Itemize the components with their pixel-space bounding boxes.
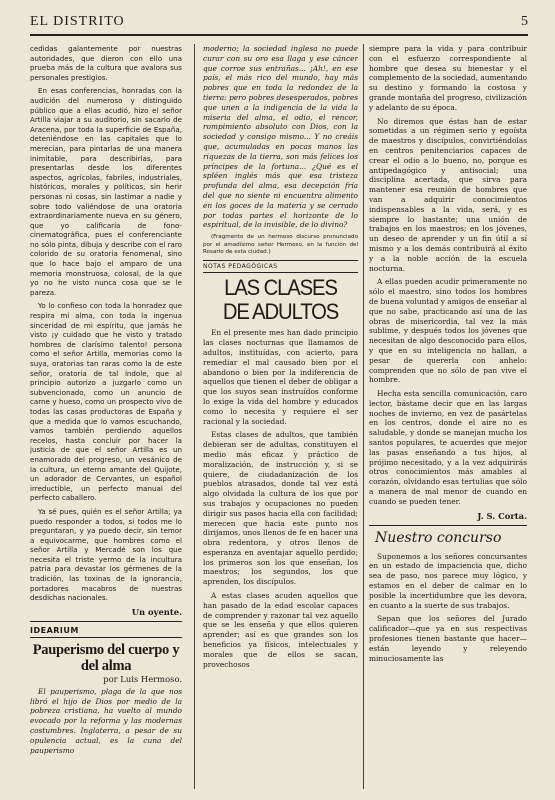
article-paragraph: Ya sé pues, quién es el señor Artilla; ya puedo responder a todos, si todos me lo preguntaran, y ya puedo decir, sin temor a equivocarme, que hombres como el señor Artilla y Mercadé son los que necesita el triste yermo de la incultura patria para devastar los gérmenes de la tradición, las toxinas de la ignorancia, portadores macabros de nuestras desdichas nacionales. bbox=[30, 506, 182, 603]
article-signature: J. S. Corta. bbox=[477, 510, 527, 521]
column-divider-2 bbox=[363, 44, 364, 789]
article-paragraph: No diremos que éstas han de estar sometidas a un régimen serio y egoísta de maestros y discípulos, convirtiéndolas en centros penitenciarios capaces de crear el odio a lo bueno, no, porque es antipedagógico y antisocial; una disciplina acertada, que sirva para mantener esa reunión de hombres que van a adquirir conocimientos indispensables a la vida, será, y es siempre lo bastante; una unión de trabajos en los maestros; en los jóvenes, un deseo de aprender y un fin útil a sí mismo y a los demás contribuirá al éxito y a la noble acción de la escuela nocturna. bbox=[369, 116, 527, 273]
article-headline: Nuestro concurso bbox=[375, 529, 502, 546]
article-paragraph: Sepan que los señores del Jurado calificador—que ya en sus respectivas profesiones tienen bastante que hacer—están leyendo y releyendo minuciosamente las bbox=[369, 614, 527, 663]
article-signature: Un oyente. bbox=[131, 606, 182, 617]
article-paragraph: A ellas pueden acudir primeramente no sólo el maestro, sino todos los hombres de buena voluntad y amigos de enseñar al que no sabe, practicando así una de las obras de misericordia, tal vez la más sublime, y después todos los jóvenes que necesitan de algo desconocido para ellos, y que en su inteligencia no hallan, a pesar de quererla con anhelo: comprenden que no sólo de pan vive el hombre. bbox=[369, 277, 527, 385]
article-footnote: (Fragmento de un hermoso discurso pronunciado por el amadísimo señor Hermoso, en la función del Rosario de esta ciudad.) bbox=[203, 234, 358, 255]
article-paragraph: A estas clases acuden aquellos que han pasado de la edad escolar capaces de comprender y razonar tal vez aquello que se les enseña y que ellos quieren aprender; así es que grandes son los beneficios ya físicos, intelectuales y morales que de ellos se sacan, provechosos bbox=[203, 591, 358, 669]
article-byline: por Luis Hermoso. bbox=[103, 673, 182, 684]
section-label: IDEARIUM bbox=[30, 626, 182, 638]
article-paragraph: Estas clases de adultos, que también debieran ser de adultas, constituyen el medio más eficaz y práctico de moralización, de instrucción y, si se quiere, de ciudadanización de los pueblos atrasados, donde tal vez está algo olvidada la cultura de los que por sus trabajos y ocupaciones no pueden dirigir sus pasos hacia ella con facilidad; merecen que hacia este punto nos dirijamos, unos llenos de fe en hacer una obra redentora, y otros llenos de esperanza en aventajar aquello perdido; los primeros son los que enseñan, los maestros; los segundos, los que aprenden, los discípulos. bbox=[203, 430, 358, 587]
divider bbox=[30, 621, 182, 622]
article-paragraph: siempre para la vida y para contribuir con el esfuerzo correspondiente al hombre que desea su bienestar y el complemento de la sociedad, aumentando su destino y formando la costosa y grande montaña del progreso, civilización y adelanto de su época. bbox=[369, 44, 527, 112]
column-divider-1 bbox=[194, 44, 195, 789]
article-paragraph: cedidas galantemente por nuestras autoridades, que dieron con ello una prueba más de la cultura que avalora sus personales prestigios. bbox=[30, 44, 182, 82]
article-headline: LAS CLASES DE ADULTOS bbox=[222, 275, 339, 325]
section-label: NOTAS PEDAGÓGICAS bbox=[203, 260, 358, 273]
column-2 bbox=[203, 44, 358, 789]
article-paragraph: Suponemos a los señores concursantes en un estado de impaciencia que, dicho sea de paso, nos parece muy lógico, y estamos en el deber de calmar en lo posible la incertidumbre que les devora, en cuanto a la suerte de sus trabajos. bbox=[369, 551, 527, 610]
column-3 bbox=[369, 44, 527, 789]
article-paragraph: El pauperismo, plaga de la que nos libró el hijo de Dios por medio de la pobreza cristiana, ha vuelto al mundo evocado por la reforma y las modernas costumbres. Inglaterra, a pesar de su opulencia actual, es la cuna del pauperismo bbox=[30, 686, 182, 755]
article-headline: Pauperismo del cuerpo y del alma bbox=[32, 641, 180, 674]
article-paragraph: En esas conferencias, honradas con la audición del numeroso y distinguido público que a ellas acudió, hizo el señor Artilla viajar a su auditorio, sin sacarlo de Aracena, por toda la superficie de España, deteniéndose en las capitales que lo merecían, para pintarlas de una manera inimitable, para describirlas, para presentarlas desde los diferentes aspectos, agrícolas, fabriles, industriales, históricos, morales y políticos, sin herir personas ni cosas, sin lastimar a nadie y sobre todo valiéndose de una oratoria extraordinariamente nueva en su género, que yo calificaría de fono-cinematográfica, pues el conferenciante no sólo pinta, dibuja y describe con el raro colorido de su oratoria fenomenal, sino que lo hace bajo el amparo de una memoria monstruosa, colosal, de la que yo no he visto nunca cosa que se le pareza. bbox=[30, 86, 182, 297]
divider bbox=[369, 525, 527, 526]
column-1 bbox=[30, 44, 182, 789]
page-number: 5 bbox=[521, 14, 528, 29]
article-paragraph: Hecha esta sencilla comunicación, caro lector, bástame decir que en las largas noches de invierno, en vez de pasártelas en los centros, donde el aire no es saludable, y donde se manejan mucho los santos populares, te acuerdes que mejor las pasas enseñando a tus hijos, al prójimo necesitado, y a la vez adquirirás otros conocimientos más amables al corazón, olvidando esas tertulias que sólo a manera de mal menor de cuando en cuando se pueden tener. bbox=[369, 389, 527, 506]
masthead-title: EL DISTRITO bbox=[30, 14, 125, 29]
article-paragraph: moderno; la sociedad inglesa no puede curar con su oro esa llaga y ese cáncer que corroe sus entrañas... ¡Ah!, en ese país, el más rico del mundo, hay más pobres que en toda la redondez de la tierra: pero pobres desesperados, pobres que unen a la indigencia de la vida la miseria del alma, el odio, el rencor, rompimiento absoluto con Dios, con la sociedad y consigo mismo... Y no creáis que, acumuladas en pocas manos las riquezas de la tierra, son más felices los príncipes de la fortuna... ¿Qué es el spléen inglés más que esa tristeza profunda del alma, esa decepción fría del que no siente ni encuentra alimento en los goces de la materia y se cerrado por todas partes el horizonte de lo espiritual, de lo invisible, de lo divino? bbox=[203, 44, 358, 230]
article-paragraph: En el presente mes han dado principio las clases nocturnas que llamamos de adultos, instituídas, con acierto, para remediar el mal causado bien por el abandono o bien por la indiferencia de aquellos que tienen el deber de obligar a que los suyos sean instruídos conforme lo exige la vida del hombre y educados como lo necesita y requiere el ser racional y la sociedad. bbox=[203, 328, 358, 426]
article-paragraph: Yo lo confieso con toda la honradez que respira mi alma, con toda la ingenua sinceridad de mi espíritu, que jamás he visto ¡y cuidado que he visto y tratado hombres de clarísimo talento! persona como el señor Artilla, memorias como la suya, oratorias tan raras como la de este señor, oratoria de tal índole, que al principio autorizo a juzgarlo como un subvencionado, como un anuncio de carne y hueso, como un prospecto vivo de todas las casas productoras de España y que a medida que lo vamos escuchando, vamos también perdiendo aquellos recelos, hasta concluir por hacer la justicia de que el señor Artilla es un enamorado del progreso, un vesánico de la cultura, un eterno amante del Quijote, un adorador de Cervantes, un español irreductible, un perfecto manual del perfecto caballero. bbox=[30, 301, 182, 503]
page-header bbox=[30, 14, 528, 36]
